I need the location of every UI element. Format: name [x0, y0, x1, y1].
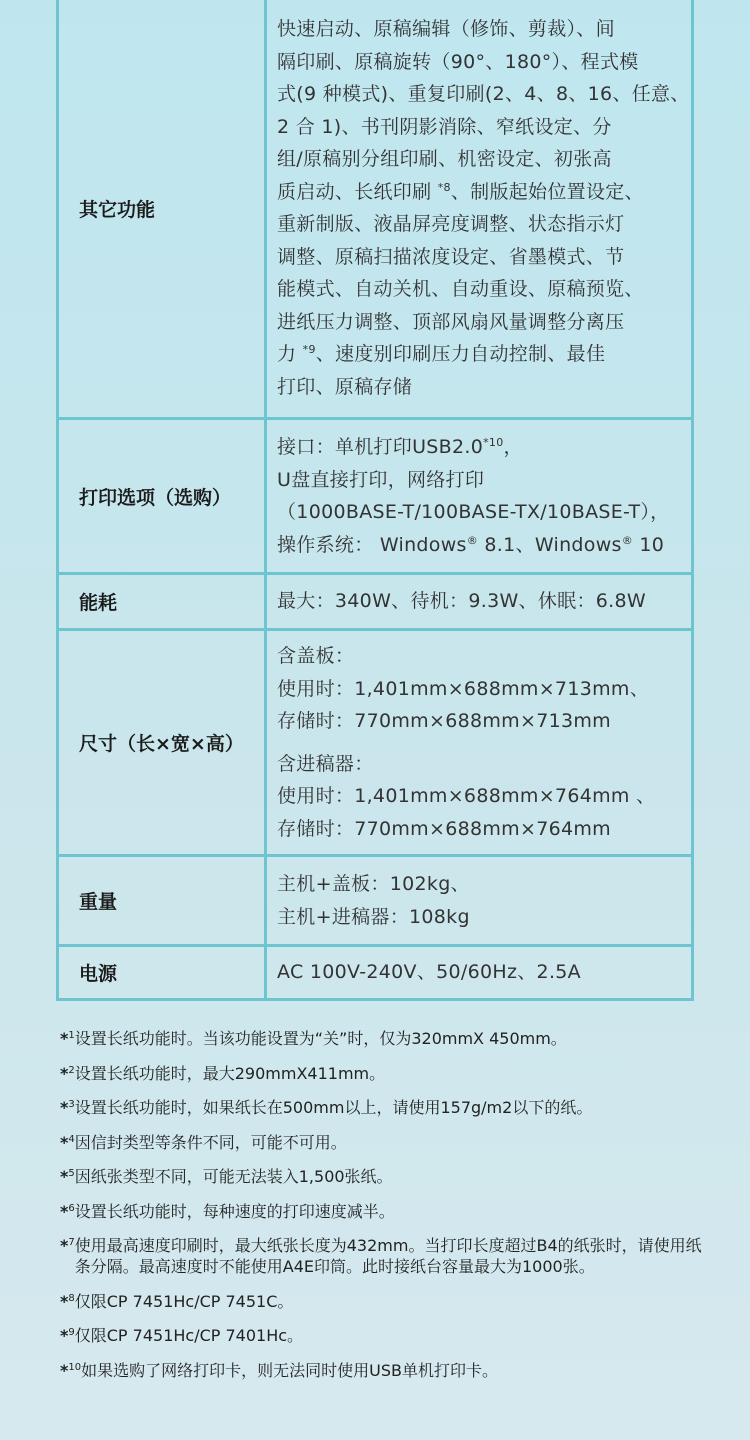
spec-value-line [277, 813, 681, 846]
footnote-number: 6 [68, 1202, 75, 1214]
footnote-marker [60, 1360, 81, 1381]
footnote-text: 设置长纸功能时，每种速度的打印速度减半。 [74, 1201, 395, 1221]
footnote-asterisk: * [60, 1326, 69, 1345]
spec-value-line [277, 529, 681, 562]
footnote-marker [60, 1063, 75, 1084]
footnote-item [60, 1325, 710, 1346]
footnote-text: 如果选购了网络打印卡，则无法同时使用USB单机打印卡。 [81, 1360, 498, 1380]
footnote-item [60, 1235, 710, 1277]
value-text: ， [503, 436, 523, 458]
footnote-number: 1 [68, 1030, 75, 1041]
spec-value-line [277, 496, 681, 529]
value-text: 最大：340W、待机：9.3W、休眠：6.8W [277, 590, 646, 613]
value-text: 、制版起始位置设定、 [450, 180, 644, 203]
spec-label: 电源 [58, 946, 266, 1000]
spec-value [266, 630, 693, 856]
spec-value-line [277, 464, 681, 497]
footnote-item [60, 1063, 710, 1084]
spec-row [58, 630, 693, 856]
spec-row [58, 574, 693, 630]
footnote-text: 因纸张类型不同，可能无法装入1,500张纸。 [74, 1167, 393, 1186]
spec-label: 其它功能 [58, 0, 266, 419]
spec-label: 能耗 [58, 574, 266, 630]
footnote-asterisk: * [60, 1360, 69, 1380]
spec-value-line [277, 371, 681, 404]
spec-value-line [277, 176, 681, 209]
spec-value-line [277, 673, 681, 706]
value-text: 主机+盖板：102kg、 [277, 873, 470, 895]
footnote-item [60, 1360, 710, 1381]
spec-value [266, 574, 693, 630]
spec-value-line [277, 13, 681, 46]
footnote-asterisk: * [60, 1098, 69, 1117]
value-text: 快速启动、原稿编辑（修饰、剪裁）、间 [277, 18, 615, 40]
spec-value-line [277, 431, 681, 464]
footnote-marker [60, 1201, 75, 1222]
value-text: 含盖板： [277, 645, 355, 667]
footnote-number: 2 [68, 1064, 75, 1076]
spec-value-line [277, 585, 681, 618]
value-text: 能模式、自动关机、自动重设、原稿预览、 [277, 278, 644, 300]
footnote-number: 8 [68, 1292, 75, 1304]
spec-value [266, 419, 693, 574]
spec-value [266, 946, 693, 1000]
footnote-asterisk: * [60, 1167, 69, 1186]
footnote-marker [60, 1291, 75, 1312]
spec-value [266, 0, 693, 419]
footnote-number: 10 [68, 1361, 82, 1373]
footnote-marker [60, 1235, 75, 1277]
spec-row [58, 0, 693, 419]
spec-value-line [277, 338, 681, 371]
spec-value-line [277, 306, 681, 339]
spec-value-line [277, 748, 681, 781]
value-text: 组/原稿别分组印刷、机密设定、初张高 [277, 148, 612, 170]
footnote-ref: ® [466, 533, 479, 547]
spec-value-line [277, 956, 681, 989]
value-text: AC 100V-240V、50/60Hz、2.5A [277, 961, 581, 984]
spec-value-line [277, 273, 681, 306]
spec-label: 重量 [58, 856, 266, 946]
footnote-asterisk: * [60, 1029, 69, 1048]
footnote-text: 使用最高速度印刷时，最大纸张长度为432mm。当打印长度超过B4的纸张时，请使用纸条分隔。最高速度时不能使用A4E印筒。此时接纸台容量最大为1000张。 [74, 1236, 702, 1276]
footnote-text: 设置长纸功能时。当该功能设置为“关”时，仅为320mmX 450mm。 [74, 1029, 567, 1048]
value-text: 隔印刷、原稿旋转（90°、180°）、程式模 [277, 50, 639, 73]
spec-value [266, 856, 693, 946]
footnote-text: 设置长纸功能时，最大290mmX411mm。 [74, 1063, 386, 1083]
spec-label: 尺寸（长×宽×高） [58, 630, 266, 856]
spec-value-line [277, 705, 681, 738]
value-text: 进纸压力调整、顶部风扇风量调整分离压 [277, 310, 625, 333]
spec-label: 打印选项（选购） [58, 419, 266, 574]
footnote-asterisk: * [60, 1132, 69, 1152]
footnote-item [60, 1201, 710, 1222]
value-text: 存储时：770mm×688mm×713mm [277, 710, 611, 732]
spec-value-line [277, 868, 681, 901]
spec-row [58, 419, 693, 574]
value-text: 式(9 种模式)、重复印刷(2、4、8、16、任意、 [277, 83, 690, 105]
footnote-number: 3 [68, 1099, 75, 1110]
footnote-number: 4 [68, 1133, 75, 1145]
footnote-number: 5 [68, 1168, 75, 1179]
footnote-number: 9 [68, 1327, 75, 1338]
spec-value-line [277, 901, 681, 934]
footnote-item [60, 1291, 710, 1312]
value-text: 使用时：1,401mm×688mm×713mm、 [277, 677, 650, 700]
footnote-text: 仅限CP 7451Hc/CP 7451C。 [74, 1291, 294, 1311]
value-text: 存储时：770mm×688mm×764mm [277, 817, 611, 840]
spec-table [56, 0, 694, 1001]
value-text: 接口：单机打印USB2.0 [277, 436, 484, 458]
footnote-marker [60, 1325, 75, 1346]
spec-value-line [277, 640, 681, 673]
footnotes [60, 1028, 710, 1394]
footnote-ref: ® [621, 533, 634, 547]
value-text: U盘直接打印，网络打印 [277, 468, 485, 491]
spec-value-line [277, 208, 681, 241]
value-text: 含进稿器： [277, 752, 374, 775]
value-text: 力 [277, 343, 303, 365]
footnote-text: 因信封类型等条件不同，可能不可用。 [74, 1132, 347, 1152]
footnote-marker [60, 1132, 75, 1153]
spec-value-line [277, 780, 681, 813]
footnote-item [60, 1028, 710, 1049]
spec-value-line [277, 78, 690, 111]
spec-value-line [277, 143, 681, 176]
footnote-marker [60, 1166, 75, 1187]
footnote-item [60, 1097, 710, 1118]
value-text: 8.1、Windows [478, 533, 622, 556]
value-text: 10 [633, 533, 665, 556]
footnote-marker [60, 1097, 75, 1118]
value-text: 质启动、长纸印刷 [277, 180, 438, 203]
footnote-ref: *10 [483, 436, 504, 449]
value-text: 打印、原稿存储 [277, 375, 413, 398]
value-text: 操作系统： Windows [277, 533, 467, 556]
value-text: 重新制版、液晶屏亮度调整、状态指示灯 [277, 213, 625, 235]
footnote-text: 仅限CP 7451Hc/CP 7401Hc。 [74, 1326, 304, 1345]
footnote-asterisk: * [60, 1236, 69, 1255]
footnote-ref: *8 [437, 180, 451, 194]
footnote-item [60, 1166, 710, 1187]
spec-value-line [277, 46, 681, 79]
footnote-text: 设置长纸功能时，如果纸长在500mm以上，请使用157g/m2以下的纸。 [74, 1098, 593, 1117]
spec-row [58, 946, 693, 1000]
spec-table-body [58, 0, 693, 1000]
footnote-ref: *9 [302, 343, 316, 356]
footnote-number: 7 [68, 1237, 75, 1248]
value-text: 、速度别印刷压力自动控制、最佳 [315, 343, 606, 365]
footnote-marker [60, 1028, 75, 1049]
footnote-asterisk: * [60, 1201, 69, 1221]
footnote-item [60, 1132, 710, 1153]
value-text: （1000BASE-T/100BASE-TX/10BASE-T）， [277, 501, 670, 523]
spec-value-line [277, 111, 681, 144]
value-text: 调整、原稿扫描浓度设定、省墨模式、节 [277, 245, 625, 268]
spec-row [58, 856, 693, 946]
footnote-asterisk: * [60, 1063, 69, 1083]
line-gap [277, 738, 681, 748]
footnote-asterisk: * [60, 1291, 69, 1311]
value-text: 使用时：1,401mm×688mm×764mm 、 [277, 785, 656, 807]
spec-value-line [277, 241, 681, 274]
value-text: 主机+进稿器：108kg [277, 905, 470, 928]
value-text: 2 合 1)、书刊阴影消除、窄纸设定、分 [277, 115, 612, 138]
